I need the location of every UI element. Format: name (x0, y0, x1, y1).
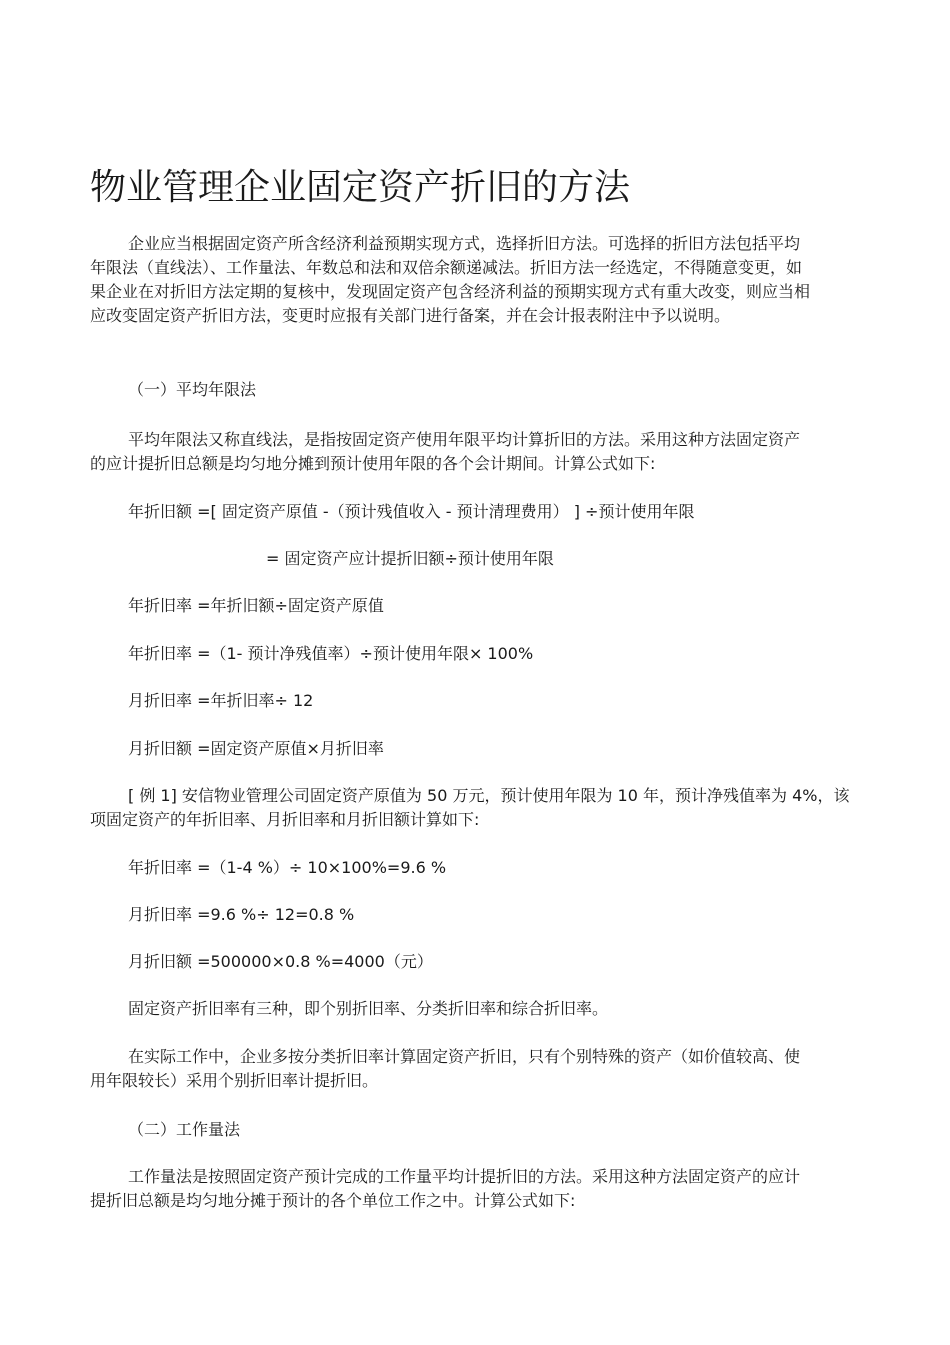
formula-monthly-rate: 月折旧率 =年折旧率÷ 12 (128, 691, 314, 710)
example-calc-monthly-rate: 月折旧率 =9.6 %÷ 12=0.8 % (128, 905, 355, 924)
section-heading-straight-line: （一）平均年限法 (128, 380, 257, 399)
formula-annual-depreciation: 年折旧额 =[ 固定资产原值 -（预计残值收入 - 预计清理费用） ] ÷预计使用年限 (128, 502, 695, 521)
section-heading-workload: （二）工作量法 (128, 1120, 241, 1139)
example-calc-monthly-depreciation: 月折旧额 =500000×0.8 %=4000（元） (128, 952, 433, 971)
workload-description: 工作量法是按照固定资产预计完成的工作量平均计提折旧的方法。采用这种方法固定资产的应计提折旧总额是均匀地分摊于预计的各个单位工作之中。计算公式如下: (90, 1167, 801, 1210)
depreciation-rate-types: 固定资产折旧率有三种，即个别折旧率、分类折旧率和综合折旧率。 (128, 999, 609, 1018)
formula-annual-rate: 年折旧率 =年折旧额÷固定资产原值 (128, 596, 384, 615)
intro-paragraph: 企业应当根据固定资产所含经济利益预期实现方式，选择折旧方法。可选择的折旧方法包括平均年限法（直线法）、工作量法、年数总和法和双倍余额递减法。折旧方法一经选定，不得随意变更，如果企业在对折旧方法定期的复核中，发现固定资产包含经济利益的预期实现方式有重大改变，则应当相应改变固定资产折旧方法，变更时应报有关部门进行备案，并在会计报表附注中予以说明。 (90, 234, 811, 325)
straight-line-description: 平均年限法又称直线法，是指按固定资产使用年限平均计算折旧的方法。采用这种方法固定资产的应计提折旧总额是均匀地分摊到预计使用年限的各个会计期间。计算公式如下: (90, 430, 801, 473)
example-1-paragraph: [ 例 1] 安信物业管理公司固定资产原值为 50 万元，预计使用年限为 10 年，预计净残值率为 4%，该项固定资产的年折旧率、月折旧率和月折旧额计算如下: (90, 786, 850, 829)
formula-annual-depreciation-alt: = 固定资产应计提折旧额÷预计使用年限 (266, 549, 554, 568)
practice-paragraph: 在实际工作中，企业多按分类折旧率计算固定资产折旧，只有个别特殊的资产（如价值较高、使用年限较长）采用个别折旧率计提折旧。 (90, 1047, 801, 1090)
formula-monthly-depreciation: 月折旧额 =固定资产原值×月折旧率 (128, 739, 384, 758)
example-calc-annual-rate: 年折旧率 =（1-4 %）÷ 10×100%=9.6 % (128, 858, 447, 877)
formula-annual-rate-alt: 年折旧率 =（1- 预计净残值率）÷预计使用年限× 100% (128, 644, 534, 663)
document-title: 物业管理企业固定资产折旧的方法 (90, 167, 631, 208)
